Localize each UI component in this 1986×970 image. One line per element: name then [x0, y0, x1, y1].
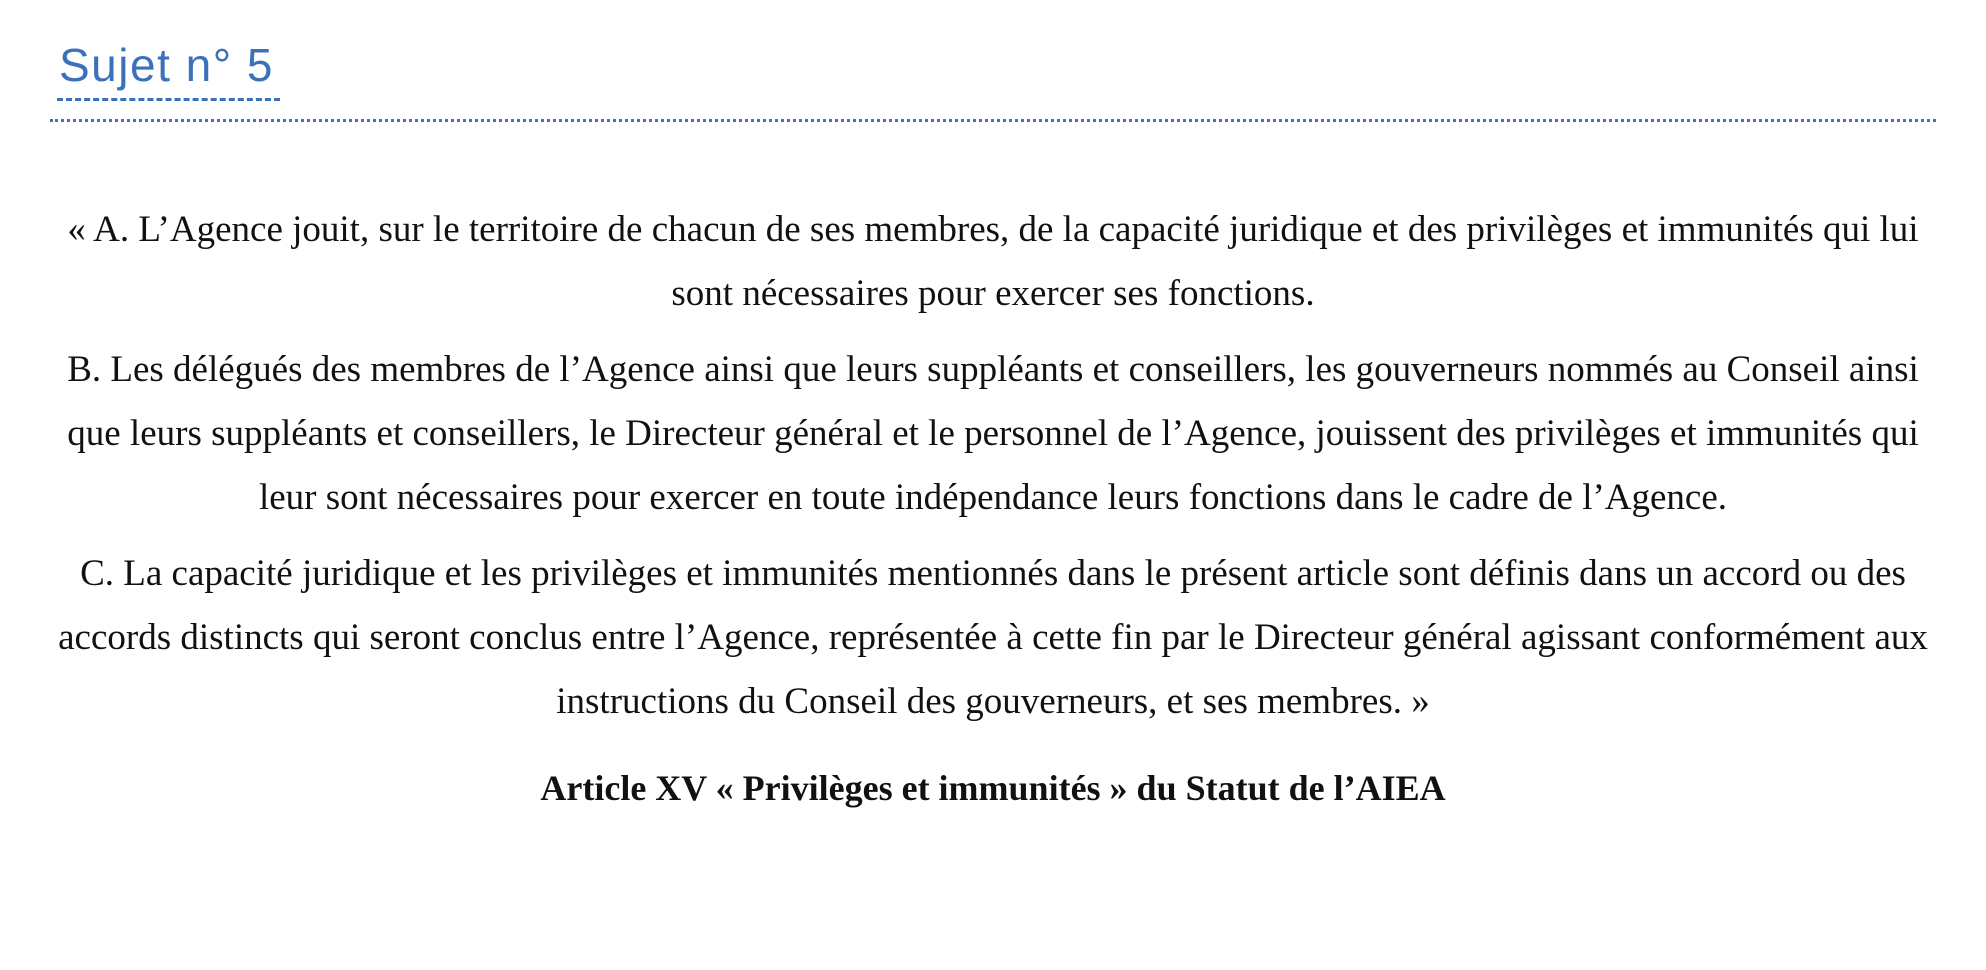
quote-block	[55, 198, 1931, 820]
heading-row	[0, 0, 1986, 101]
dotted-divider	[50, 119, 1936, 122]
page-title: Sujet n° 5	[57, 40, 280, 101]
quote-paragraph-c: C. La capacité juridique et les privilèges et immunités mentionnés dans le présent article sont définis dans un accord ou des accords distincts qui seront conclus entre l’Agence, représentée à cette fin par le Directeur général agissant conformément aux instructions du Conseil des gouverneurs, et ses membres. »	[58, 552, 1928, 722]
quote-attribution: Article XV « Privilèges et immunités » du Statut de l’AIEA	[540, 767, 1446, 808]
quote-paragraph-b: B. Les délégués des membres de l’Agence ainsi que leurs suppléants et conseillers, les gouverneurs nommés au Conseil ainsi que leurs suppléants et conseillers, le Directeur général et le personnel de l’Agence, jouissent des privilèges et immunités qui leur sont nécessaires pour exercer en toute indépendance leurs fonctions dans le cadre de l’Agence.	[67, 348, 1919, 518]
quote-paragraph-a: « A. L’Agence jouit, sur le territoire de chacun de ses membres, de la capacité juridique et des privilèges et immunités qui lui sont nécessaires pour exercer ses fonctions.	[67, 208, 1919, 314]
